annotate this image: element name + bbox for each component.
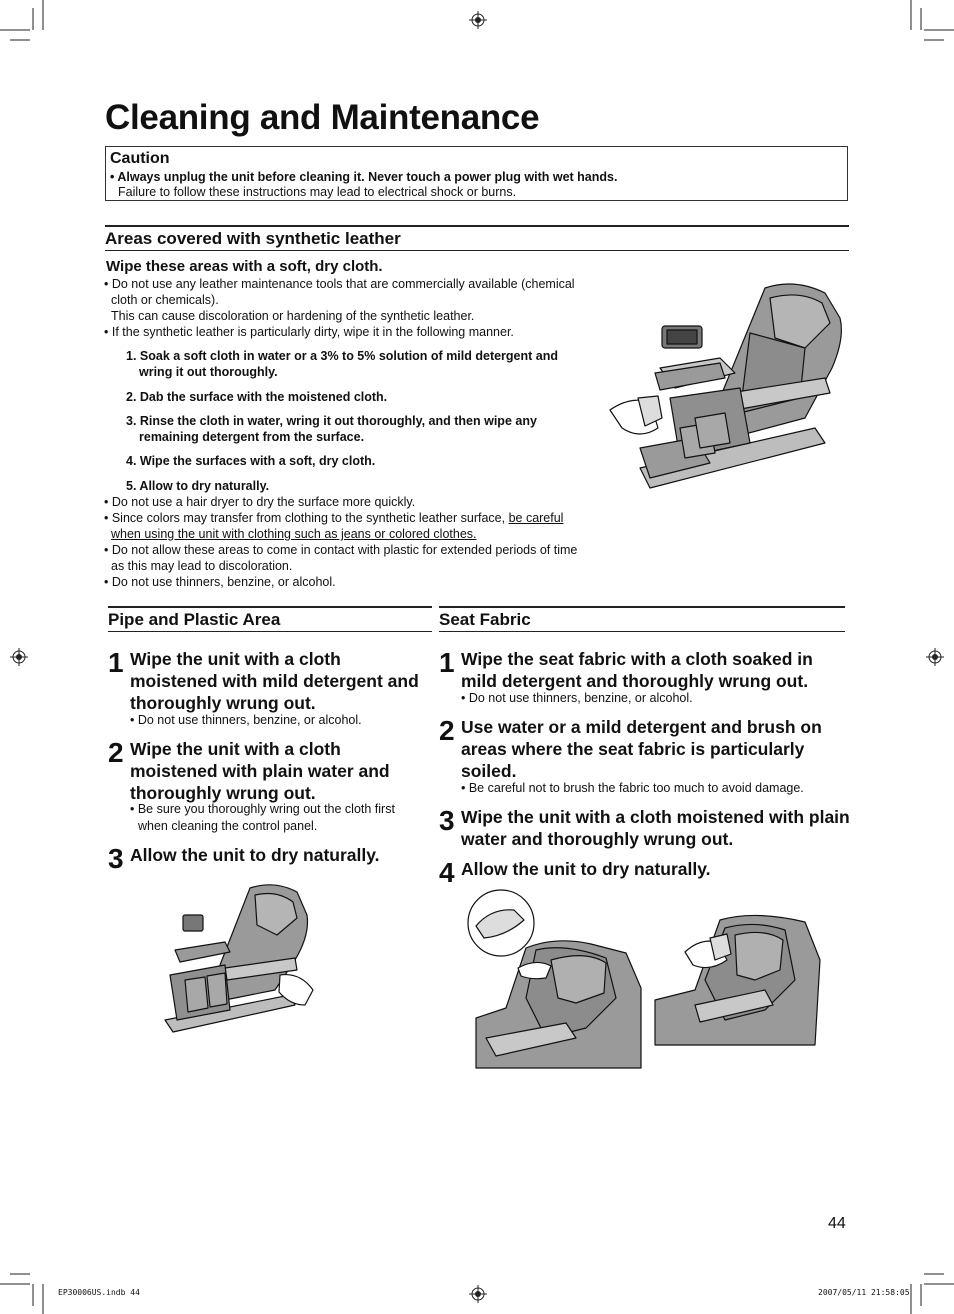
leather-bullet: • If the synthetic leather is particularly dirty, wipe it in the following manner. xyxy=(104,325,514,339)
registration-mark-icon xyxy=(10,648,28,666)
caution-warning: • Always unplug the unit before cleaning it. Never touch a power plug with wet hands. xyxy=(110,170,618,184)
caution-heading: Caution xyxy=(110,150,170,167)
pipe-section-heading: Pipe and Plastic Area xyxy=(108,606,432,632)
leather-bullet-cont: as this may lead to discoloration. xyxy=(111,559,293,573)
pipe-step-text: Wipe the unit with a cloth moistened with mild detergent and thoroughly wrung out. xyxy=(130,649,419,713)
seat-step-text: Wipe the seat fabric with a cloth soaked in mild detergent and thoroughly wrung out. xyxy=(461,649,813,691)
pipe-step-text: Allow the unit to dry naturally. xyxy=(130,845,380,865)
seat-step-text: Use water or a mild detergent and brush on areas where the seat fabric is particularly soiled. xyxy=(461,717,822,781)
page-title: Cleaning and Maintenance xyxy=(105,98,540,137)
footer-timestamp: 2007/05/11 21:58:05 xyxy=(818,1288,910,1297)
leather-bullet: • Do not use a hair dryer to dry the surface more quickly. xyxy=(104,495,416,509)
leather-step-cont: wring it out thoroughly. xyxy=(139,365,278,379)
registration-mark-icon xyxy=(469,1285,487,1303)
leather-step: 1. Soak a soft cloth in water or a 3% to 5% solution of mild detergent and xyxy=(126,349,559,363)
leather-step: 3. Rinse the cloth in water, wring it out thoroughly, and then wipe any xyxy=(126,414,537,428)
seat-step-number: 4 xyxy=(439,857,455,888)
massage-chair-illustration xyxy=(600,278,845,503)
seat-step-number: 2 xyxy=(439,715,455,746)
seat-step-note: • Be careful not to brush the fabric too much to avoid damage. xyxy=(461,781,804,795)
caution-box xyxy=(105,146,848,201)
leather-bullet: • Do not allow these areas to come in contact with plastic for extended periods of time xyxy=(104,543,578,557)
page-number: 44 xyxy=(828,1215,846,1232)
seat-step-number: 1 xyxy=(439,647,455,678)
underlined-warning-cont: when using the unit with clothing such as jeans or colored clothes. xyxy=(111,527,477,541)
pipe-step-note: • Be sure you thoroughly wring out the cloth first when cleaning the control panel. xyxy=(130,802,395,833)
pipe-step-number: 2 xyxy=(108,737,124,768)
seat-step-number: 3 xyxy=(439,805,455,836)
underlined-warning: be careful xyxy=(508,511,564,525)
seat-section-heading: Seat Fabric xyxy=(439,606,845,632)
leather-bullet-cont: cloth or chemicals). xyxy=(111,293,219,307)
leather-step-cont: remaining detergent from the surface. xyxy=(139,430,365,444)
leather-step: 5. Allow to dry naturally. xyxy=(126,479,270,493)
leather-bullet-cont: This can cause discoloration or hardening of the synthetic leather. xyxy=(111,309,475,323)
pipe-chair-illustration xyxy=(155,880,320,1040)
leather-bullet: • Do not use thinners, benzine, or alcohol. xyxy=(104,575,336,589)
caution-note: Failure to follow these instructions may lead to electrical shock or burns. xyxy=(118,185,517,199)
leather-step: 2. Dab the surface with the moistened cloth. xyxy=(126,390,388,404)
pipe-step-number: 1 xyxy=(108,647,124,678)
seat-wipe-illustration xyxy=(655,910,820,1045)
leather-bullet: • Since colors may transfer from clothing to the synthetic leather surface, be careful xyxy=(104,511,564,525)
footer-file-info: EP30006US.indb 44 xyxy=(58,1288,140,1297)
registration-mark-icon xyxy=(926,648,944,666)
pipe-step-note: • Do not use thinners, benzine, or alcohol. xyxy=(130,713,362,727)
leather-subheading: Wipe these areas with a soft, dry cloth. xyxy=(106,258,383,275)
seat-step-text: Wipe the unit with a cloth moistened with plain water and thoroughly wrung out. xyxy=(461,807,850,849)
leather-instructions xyxy=(104,276,609,590)
leather-bullet: • Do not use any leather maintenance tools that are commercially available (chemical xyxy=(104,277,575,291)
registration-mark-icon xyxy=(469,11,487,29)
seat-step-text: Allow the unit to dry naturally. xyxy=(461,859,711,879)
leather-step: 4. Wipe the surfaces with a soft, dry cloth. xyxy=(126,454,376,468)
pipe-step-text: Wipe the unit with a cloth moistened with plain water and thoroughly wrung out. xyxy=(130,739,390,803)
seat-brush-illustration xyxy=(466,888,641,1070)
leather-section-heading: Areas covered with synthetic leather xyxy=(105,225,849,251)
pipe-step-number: 3 xyxy=(108,843,124,874)
seat-step-note: • Do not use thinners, benzine, or alcohol. xyxy=(461,691,693,705)
leather-steps xyxy=(104,348,609,494)
